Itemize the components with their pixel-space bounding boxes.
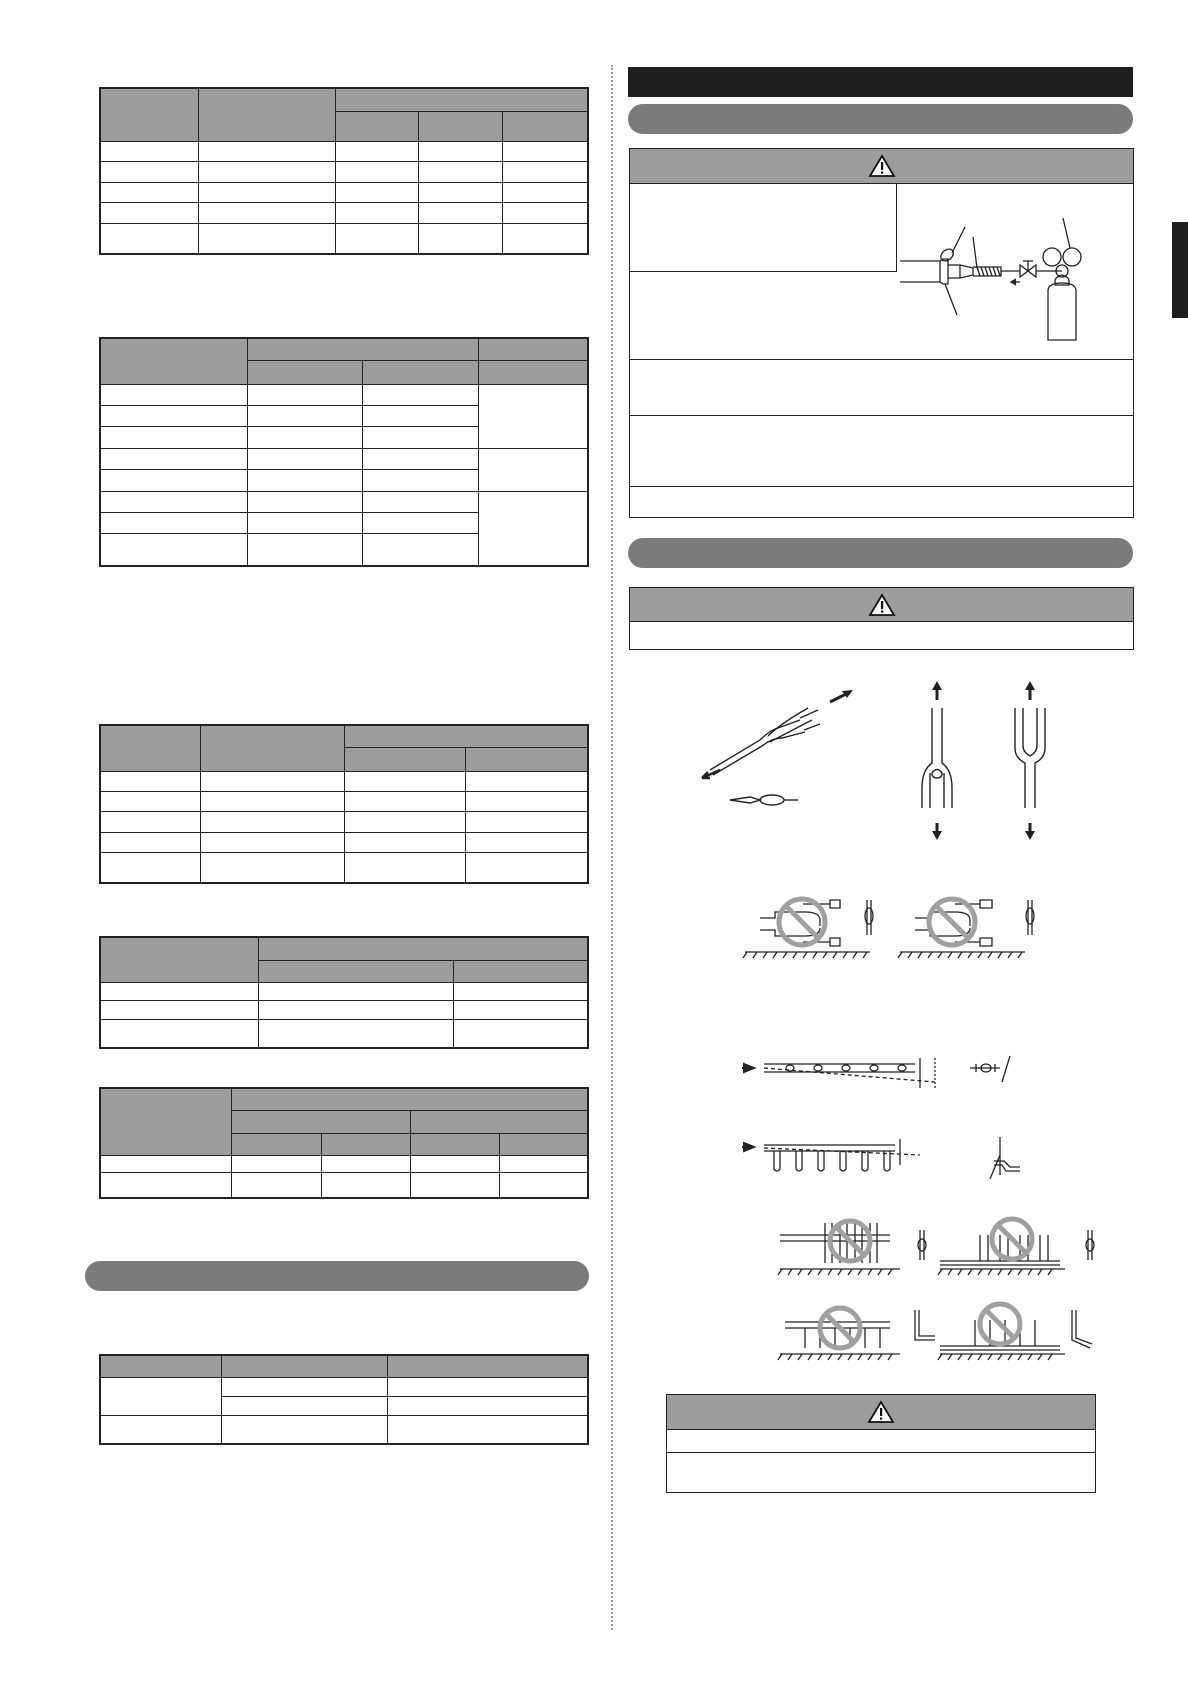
table-row xyxy=(100,982,588,1001)
subsection-heading-bar xyxy=(628,104,1133,134)
table-row xyxy=(100,1001,588,1020)
section-header-bar xyxy=(628,67,1133,97)
section-heading-bar xyxy=(85,1261,589,1291)
table-row xyxy=(100,832,588,852)
vertical-branch-diagram-1 xyxy=(912,678,967,843)
subsection-heading-bar-2 xyxy=(628,538,1133,568)
table-4 xyxy=(99,936,589,1049)
table-row xyxy=(100,791,588,811)
y-branch-diagram xyxy=(690,680,890,815)
prohibited-header-pipe-4 xyxy=(940,1300,1100,1365)
table-row xyxy=(100,1377,588,1396)
side-tab xyxy=(1172,222,1188,318)
table-row xyxy=(100,141,588,162)
table-1 xyxy=(99,87,589,255)
table-5 xyxy=(99,1087,589,1199)
table-row xyxy=(100,162,588,183)
header-pipe-horizontal-diagram xyxy=(740,1052,1030,1092)
table-6 xyxy=(99,1354,589,1445)
table-row xyxy=(100,852,588,883)
prohibited-header-pipe-2 xyxy=(940,1215,1100,1280)
column-divider xyxy=(611,65,613,1630)
table-row xyxy=(100,223,588,254)
table-row xyxy=(100,384,588,405)
warning-box-3-header xyxy=(667,1395,1095,1430)
table-3 xyxy=(99,724,589,884)
table-row xyxy=(100,1172,588,1198)
prohibited-header-pipe-3 xyxy=(780,1300,940,1365)
warning-triangle-icon xyxy=(869,155,895,177)
table-row xyxy=(100,182,588,203)
table-2 xyxy=(99,337,589,567)
warning-triangle-icon xyxy=(869,594,895,616)
warning-box-1-header xyxy=(630,149,1133,184)
prohibited-horizontal-branch-1 xyxy=(745,890,890,965)
table-row xyxy=(100,448,588,469)
table-row xyxy=(100,1020,588,1048)
table-row xyxy=(100,203,588,224)
table-row xyxy=(100,1155,588,1172)
brazing-nitrogen-diagram xyxy=(895,215,1130,345)
header-pipe-vertical-diagram xyxy=(740,1135,1040,1185)
prohibited-header-pipe-1 xyxy=(780,1215,930,1280)
table-row xyxy=(100,1415,588,1444)
vertical-branch-diagram-2 xyxy=(1005,678,1060,843)
prohibited-horizontal-branch-2 xyxy=(900,890,1045,965)
table-row xyxy=(100,771,588,791)
table-row xyxy=(100,491,588,512)
warning-box-2-header xyxy=(630,588,1133,622)
table-row xyxy=(100,812,588,832)
warning-triangle-icon xyxy=(868,1401,894,1423)
